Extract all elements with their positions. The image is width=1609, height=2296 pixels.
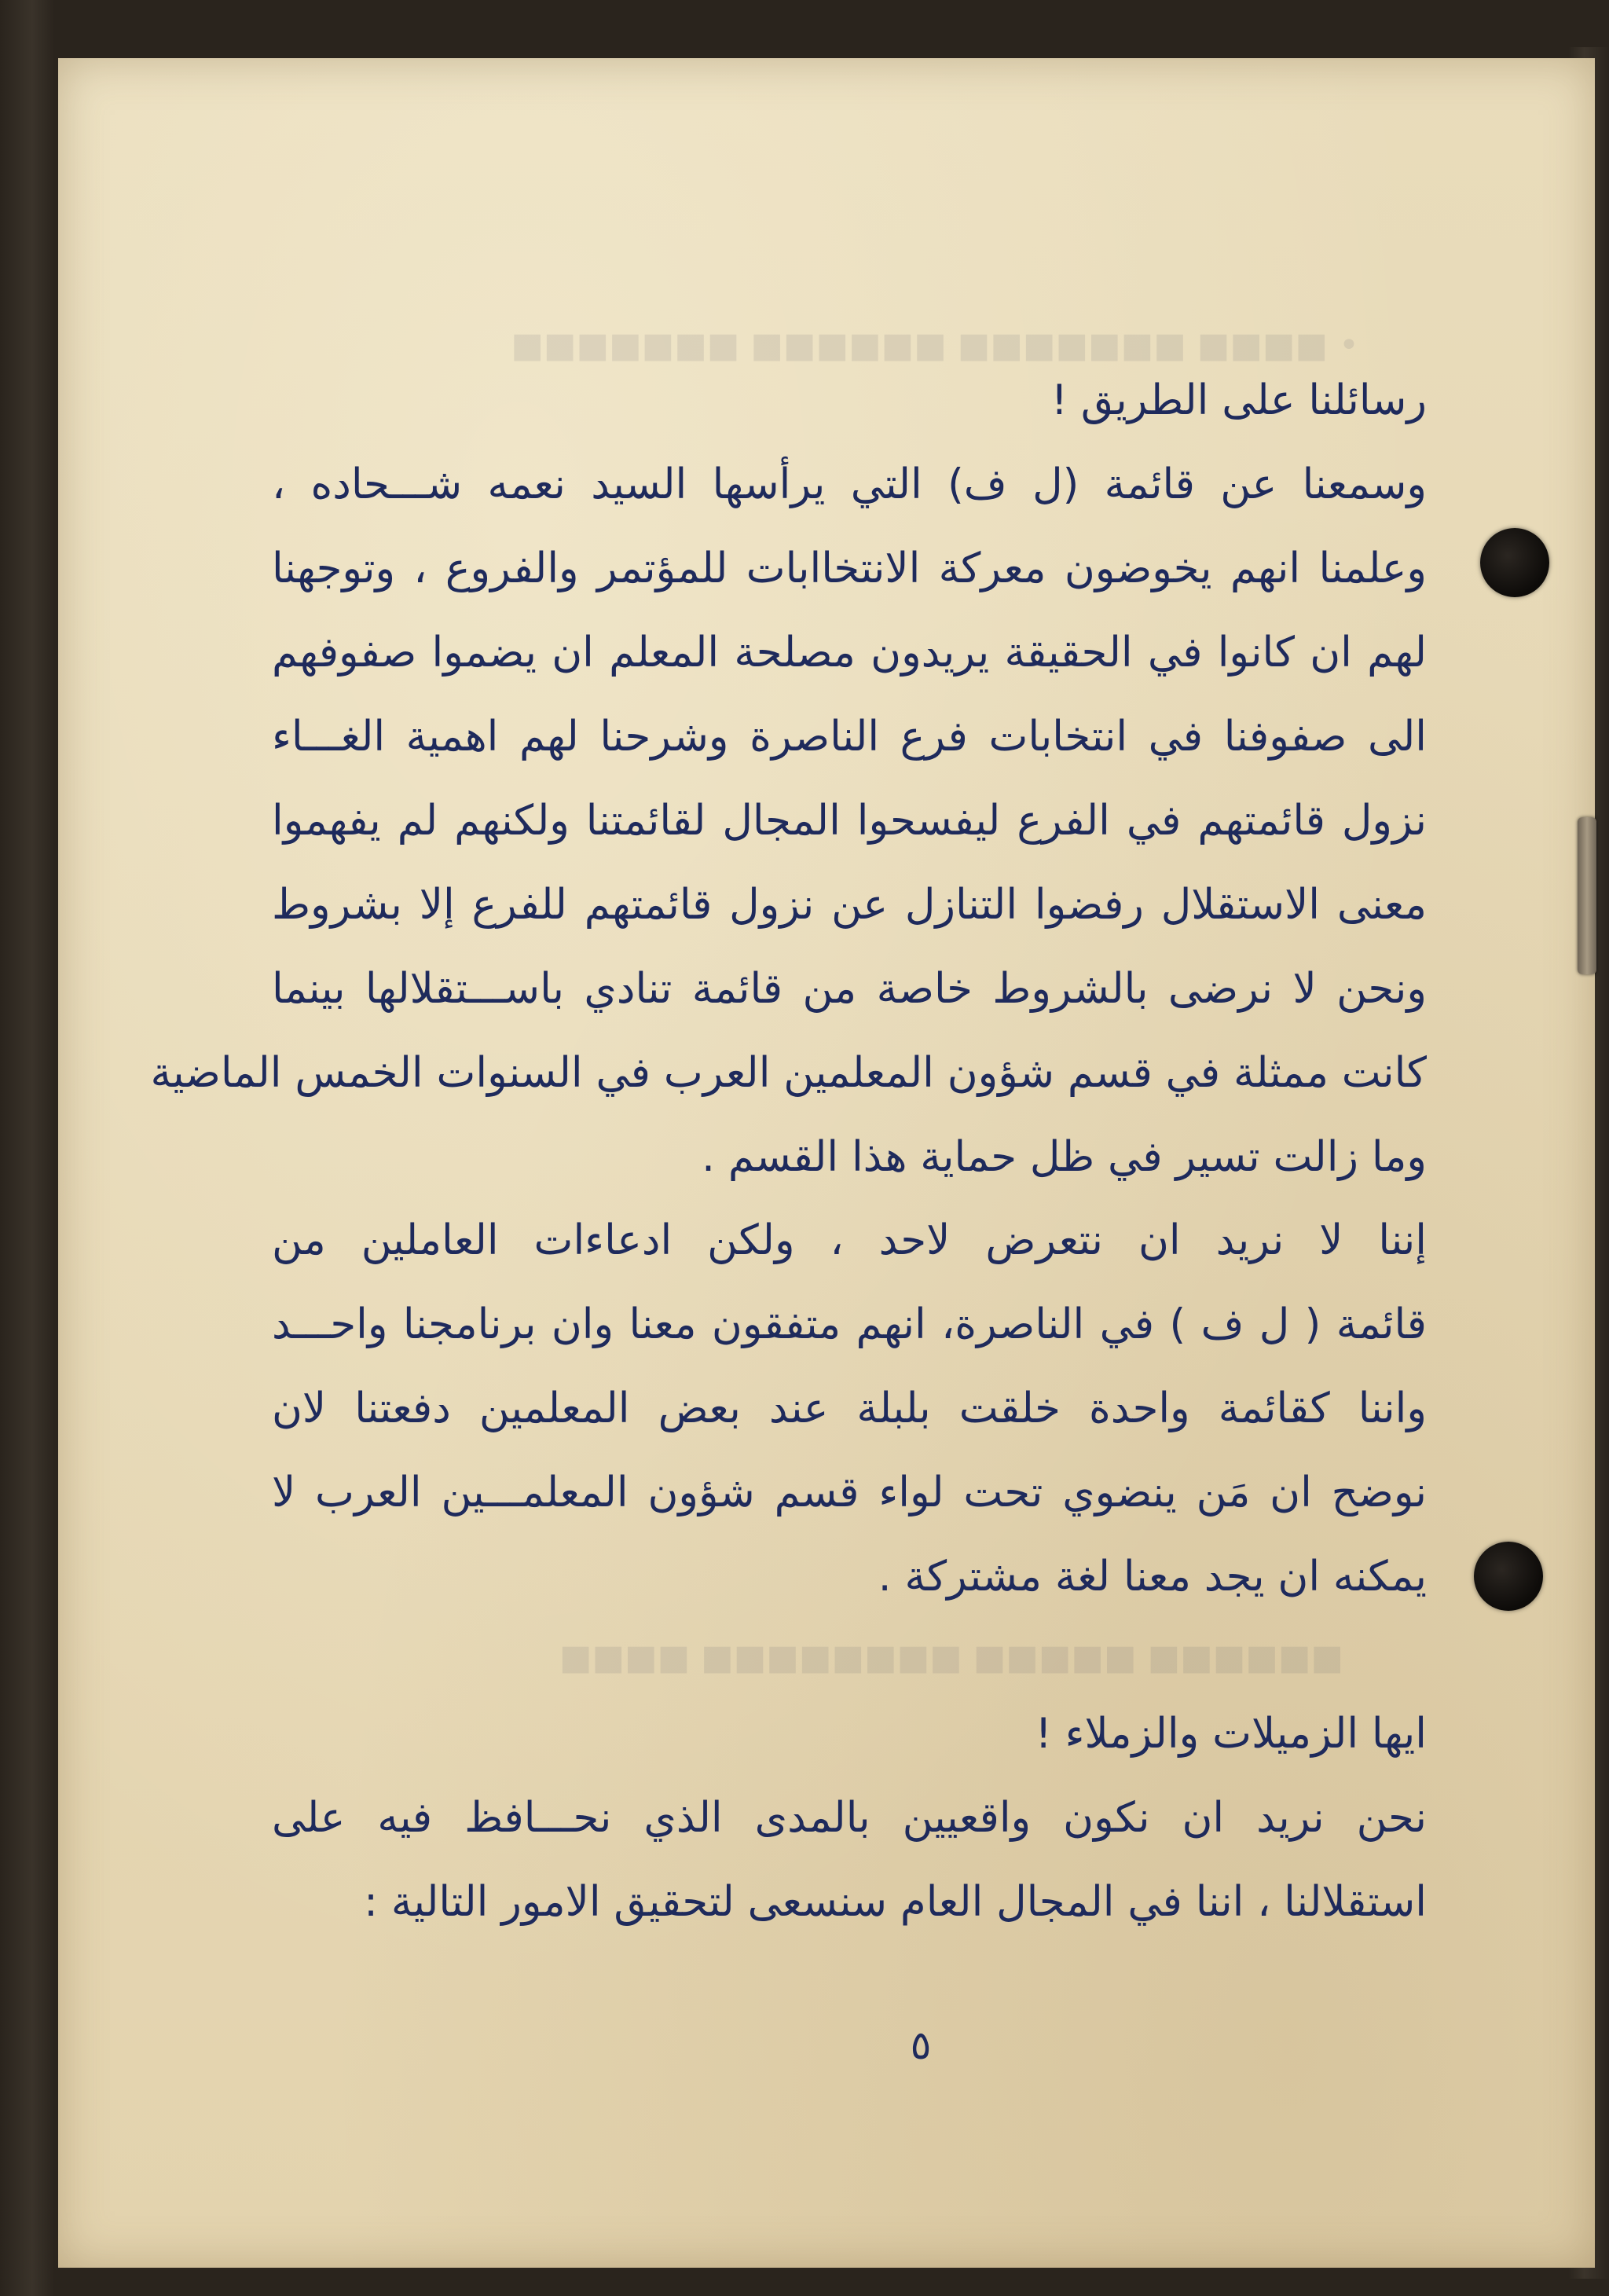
paragraph-line: معنى الاستقلال رفضوا التنازل عن نزول قائمتهم للفرع إلا بشروط [272, 881, 1427, 929]
paragraph-1 [150, 442, 1427, 1199]
paragraph-line: نزول قائمتهم في الفرع ليفسحوا المجال لقائمتنا ولكنهم لم يفهموا [272, 797, 1427, 845]
heading-text: رسائلنا على الطريق ! [1050, 376, 1427, 424]
page-number: ٥ [910, 2023, 932, 2068]
paragraph-line: نوضح ان مَن ينضوي تحت لواء قسم شؤون المعلمـــين العرب لا [272, 1469, 1427, 1517]
paragraph-line: نحن نريد ان نكون واقعيين بالمدى الذي نحـــافظ فيه على [272, 1794, 1427, 1842]
document-page [58, 58, 1595, 2268]
paragraph-line: قائمة ( ل ف ) في الناصرة، انهم متفقون معنا وان برنامجنا واحـــد [272, 1300, 1427, 1348]
paragraph-line: ونحن لا نرضى بالشروط خاصة من قائمة تنادي باســـتقلالها بينما [272, 965, 1427, 1013]
paragraph-line: وعلمنا انهم يخوضون معركة الانتخاابات للمؤتمر والفروع ، وتوجهنا [272, 545, 1427, 592]
heading-our-messages [272, 358, 1427, 442]
punch-hole-icon [1480, 528, 1549, 597]
staple-icon [1578, 817, 1596, 974]
paragraph-line: إننا لا نريد ان نتعرض لاحد ، ولكن ادعاءات العاملين من [272, 1216, 1427, 1264]
paragraph-line: واننا كقائمة واحدة خلقت بلبلة عند بعض المعلمين دفعتنا لان [272, 1385, 1427, 1432]
punch-hole-icon [1474, 1542, 1543, 1611]
paragraph-line: وسمعنا عن قائمة (ل ف) التي يرأسها السيد نعمه شـــحاده ، [272, 460, 1427, 508]
paragraph-line: كانت ممثلة في قسم شؤون المعلمين العرب في السنوات الخمس الماضية [150, 1049, 1427, 1097]
paragraph-line: وما زالت تسير في ظل حماية هذا القسم . [702, 1133, 1427, 1181]
paragraph-2 [272, 1198, 1427, 1619]
paragraph-line: الى صفوفنا في انتخابات فرع الناصرة وشرحنا لهم اهمية الغـــاء [272, 713, 1427, 761]
bleed-through-text: ■■■■■■ ■■■■■ ■■■■■■■■ ■■■■ [559, 1638, 1343, 1678]
heading-text: ايها الزميلات والزملاء ! [1035, 1710, 1427, 1758]
paragraph-line: استقلالنا ، اننا في المجال العام سنسعى لتحقيق الامور التالية : [364, 1878, 1427, 1926]
heading-colleagues [272, 1692, 1427, 1776]
paragraph-line: لهم ان كانوا في الحقيقة يريدون مصلحة المعلم ان يضموا صفوفهم [272, 629, 1427, 677]
bleed-through-text: • ■■■■ ■■■■■■■ ■■■■■■ ■■■■■■■ [511, 325, 1359, 365]
paragraph-line: يمكنه ان يجد معنا لغة مشتركة . [878, 1553, 1427, 1601]
paragraph-3 [272, 1776, 1427, 1944]
